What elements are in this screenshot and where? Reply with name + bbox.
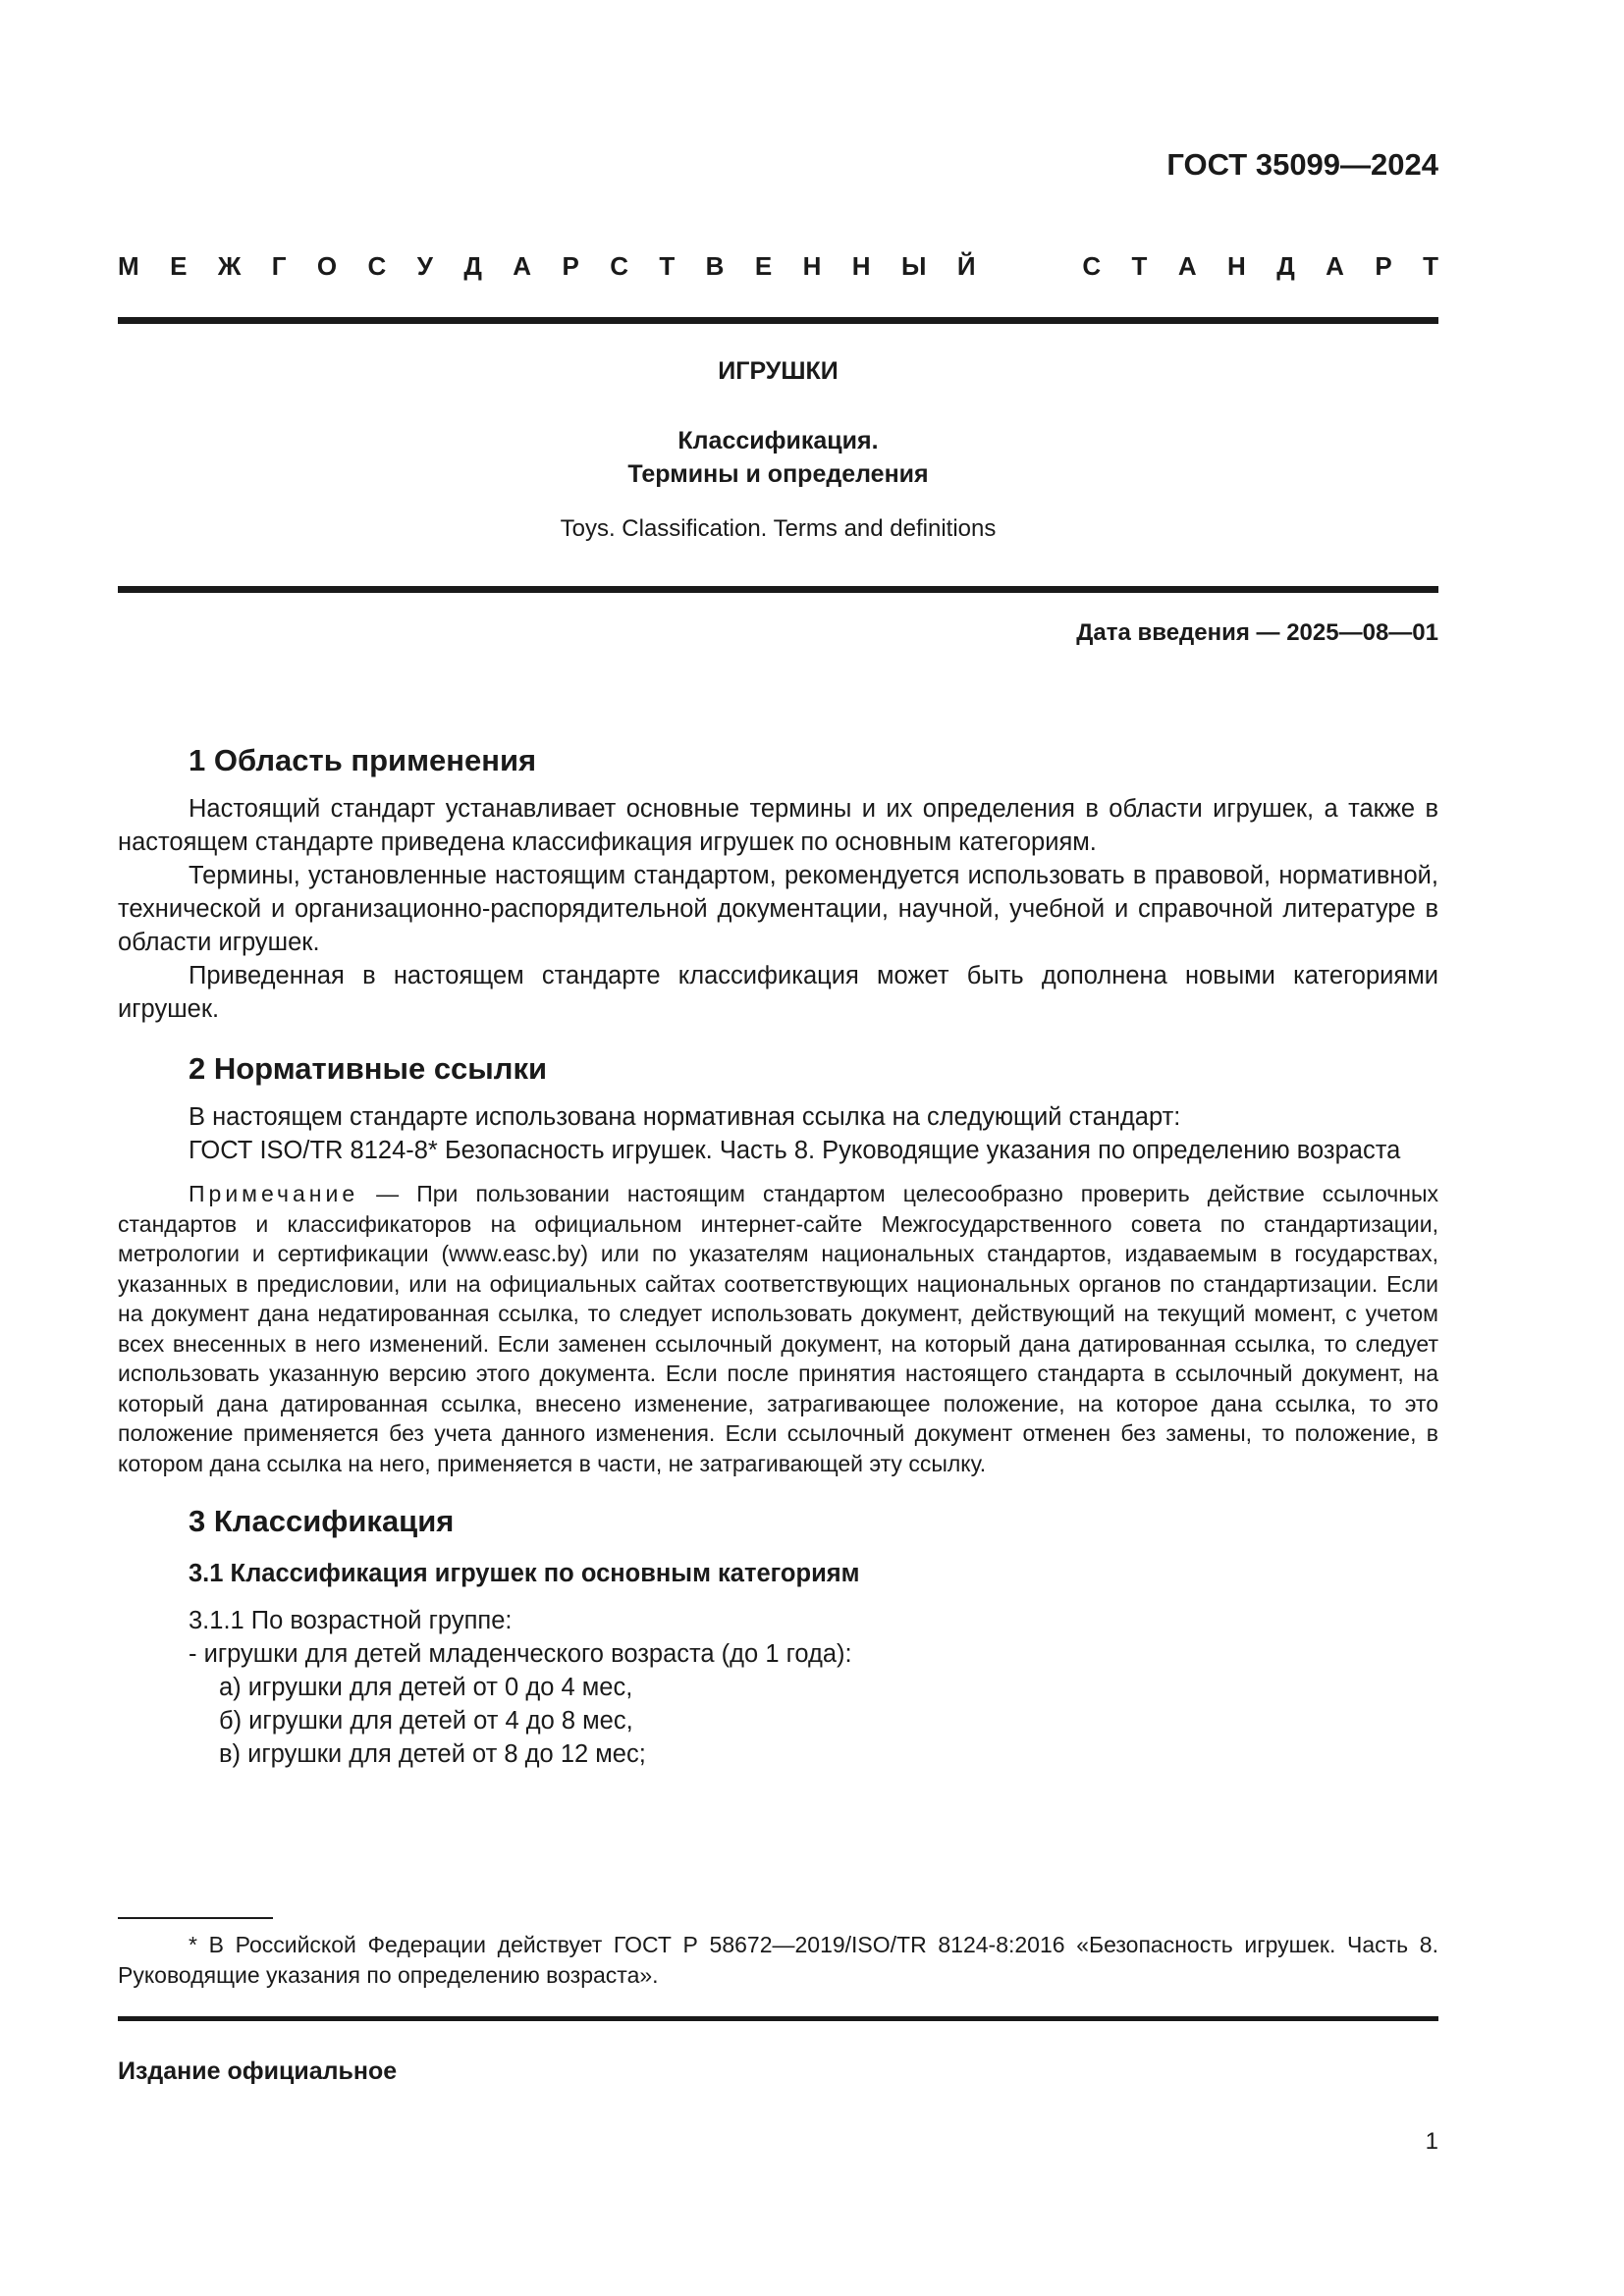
section-2-reference: ГОСТ ISO/TR 8124-8* Безопасность игрушек. Часть 8. Руководящие указания по определению возраста (189, 1137, 1401, 1164)
document-subtitle (118, 424, 1438, 491)
section-1-paragraph-1: Настоящий стандарт устанавливает основные термины и их определения в области игрушек, а также в настоящем стандарте приведена классификация игрушек по основным категориям. (118, 795, 1438, 856)
banner-letter: О (316, 251, 338, 281)
banner-letter: Ы (900, 251, 927, 281)
banner-letter: Т (1423, 251, 1438, 281)
section-1-paragraph-2: Термины, установленные настоящим стандартом, рекомендуется использовать в правовой, нормативной, технической и организационно-распорядительной документации, научной, учебной и справочной литературе в области игрушек. (118, 862, 1438, 956)
banner-letter: Д (1276, 251, 1295, 281)
section-3-heading: 3 Классификация (189, 1504, 455, 1538)
banner-letter: Д (463, 251, 482, 281)
edition-label: Издание официальное (118, 2057, 398, 2085)
section-2-heading: 2 Нормативные ссылки (189, 1051, 548, 1086)
banner-letter: М (118, 251, 139, 281)
banner-letter: А (1177, 251, 1197, 281)
header-rule (118, 317, 1438, 324)
banner-letter: Н (802, 251, 822, 281)
interstate-standard-banner (118, 251, 1438, 282)
banner-letter: Е (170, 251, 188, 281)
english-title: Toys. Classification. Terms and definitions (560, 515, 997, 542)
note-label: Примечание (189, 1181, 359, 1206)
list-item-c: в) игрушки для детей от 8 до 12 мес; (219, 1740, 646, 1768)
banner-letter: А (1326, 251, 1344, 281)
standard-code: ГОСТ 35099—2024 (1166, 147, 1438, 182)
banner-letter: Ж (217, 251, 242, 281)
banner-letter: С (1082, 251, 1102, 281)
section-1-heading: 1 Область применения (189, 743, 537, 777)
banner-letter: У (416, 251, 433, 281)
banner-letter: Г (271, 251, 287, 281)
document-page (118, 0, 1438, 2296)
section-2-paragraph-1: В настоящем стандарте использована нормативная ссылка на следующий стандарт: (189, 1103, 1181, 1131)
page-number: 1 (1425, 2128, 1438, 2155)
item-3-1-1: 3.1.1 По возрастной группе: (189, 1607, 513, 1634)
footnote (118, 1930, 1438, 1991)
note-text: — При пользовании настоящим стандартом целесообразно проверить действие ссылочных стандартов и классификаторов на официальном интернет-сайте Межгосударственного совета по стандартизации, метрологии и сертификации (www.easc.by) или по указателям национальных стандартов, издаваемым в государствах, указанных в предисловии, или на официальных сайтах соответствующих национальных органов по стандартизации. Если на документ дана недатированная ссылка, то следует использовать документ, действующий на текущий момент, с учетом всех внесенных в него изменений. Если заменен ссылочный документ, на который дана датированная ссылка, то следует использовать указанную версию этого документа. Если после принятия настоящего стандарта в ссылочный документ, на который дана датированная ссылка, внесено изменение, затрагивающее положение, на которое дана ссылка, то это положение применяется без учета данного изменения. Если ссылочный документ отменен без замены, то положение, в котором дана ссылка на него, применяется в части, не затрагивающей эту ссылку. (118, 1181, 1438, 1476)
introduction-date: Дата введения — 2025—08—01 (1076, 619, 1438, 646)
banner-letter: В (705, 251, 725, 281)
note-paragraph (118, 1179, 1438, 1478)
banner-letter: Е (754, 251, 773, 281)
banner-letter: С (610, 251, 628, 281)
subtitle-line-1: Классификация. (677, 427, 879, 454)
list-item-b: б) игрушки для детей от 4 до 8 мес, (219, 1707, 633, 1735)
banner-letter: Н (1227, 251, 1246, 281)
document-title: ИГРУШКИ (718, 357, 839, 385)
section-1-paragraph-3: Приведенная в настоящем стандарте классификация может быть дополнена новыми категориями игрушек. (118, 962, 1438, 1023)
banner-word-gap (1006, 251, 1052, 282)
banner-letter: Т (1131, 251, 1148, 281)
footer-rule (118, 2016, 1438, 2021)
banner-letter: Т (659, 251, 676, 281)
banner-letter: Й (956, 251, 976, 281)
banner-letter: Н (851, 251, 871, 281)
list-item-infant: - игрушки для детей младенческого возраста (до 1 года): (189, 1640, 852, 1668)
footnote-separator (118, 1917, 273, 1919)
banner-letter: Р (1375, 251, 1392, 281)
list-item-a: а) игрушки для детей от 0 до 4 мес, (219, 1674, 633, 1701)
banner-letter: А (513, 251, 532, 281)
banner-letter: Р (562, 251, 579, 281)
main-content (118, 741, 1438, 1771)
subsection-3-1-heading: 3.1 Классификация игрушек по основным категориям (189, 1560, 860, 1587)
subtitle-line-2: Термины и определения (627, 460, 929, 488)
footnote-text: * В Российской Федерации действует ГОСТ Р 58672—2019/ISO/TR 8124-8:2016 «Безопасность игрушек. Часть 8. Руководящие указания по определению возраста». (118, 1932, 1438, 1988)
banner-letter: С (367, 251, 387, 281)
title-rule (118, 586, 1438, 593)
